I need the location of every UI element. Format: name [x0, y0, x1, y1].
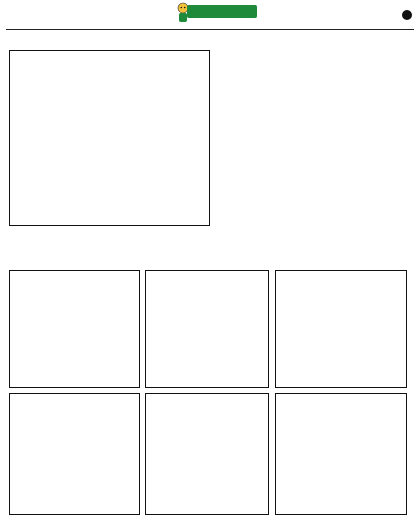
- hitori-1: [145, 270, 269, 388]
- header-divider: [6, 29, 414, 30]
- hitori-1-grid: [146, 271, 270, 389]
- crossword-grid: [211, 50, 415, 228]
- sudoku-2: [9, 393, 140, 515]
- page-header: [0, 0, 420, 30]
- kakuro-1: [275, 270, 407, 388]
- sudoku-1-grid: [10, 271, 141, 389]
- kakuro-2: [275, 393, 407, 515]
- sudoku-2-grid: [10, 394, 141, 516]
- pasatiempos-logo: [175, 2, 259, 30]
- newspaper-brand: [402, 10, 414, 21]
- word-search-clues: [9, 229, 415, 269]
- logo-main-text: [187, 5, 257, 18]
- kakuro-1-grid: [276, 271, 408, 389]
- sudoku-1: [9, 270, 140, 388]
- hitori-2: [145, 393, 269, 515]
- hitori-2-grid: [146, 394, 270, 516]
- word-search-grid: [9, 50, 210, 226]
- kakuro-2-grid: [276, 394, 408, 516]
- brand-logo-icon: [402, 10, 412, 20]
